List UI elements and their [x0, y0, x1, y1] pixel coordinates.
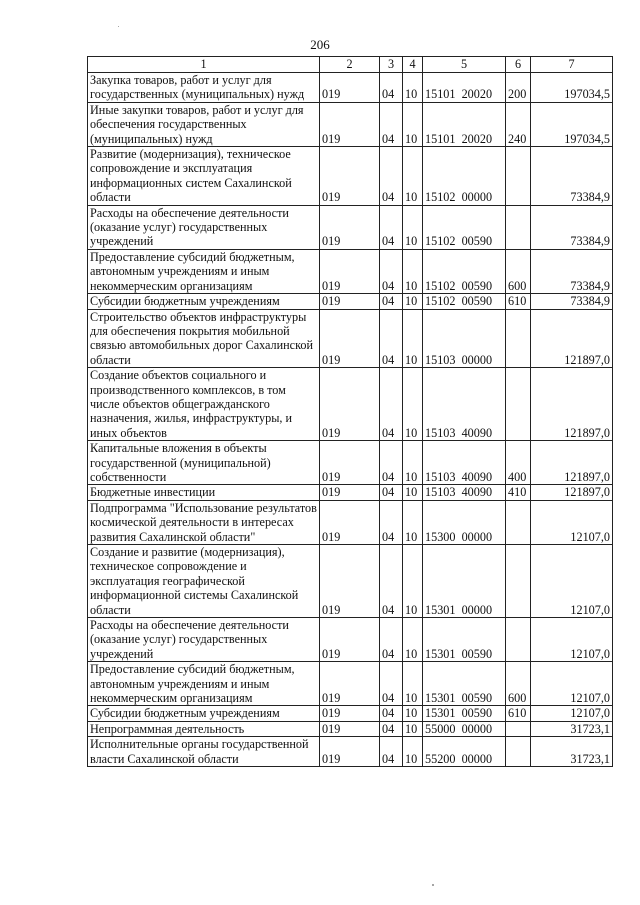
section-cell: 04	[380, 147, 403, 206]
expense-type-cell	[506, 147, 531, 206]
section-cell: 04	[380, 706, 403, 721]
ved-code-cell: 019	[320, 441, 380, 485]
row-name-cell: Бюджетные инвестиции	[88, 485, 320, 500]
section-cell: 04	[380, 102, 403, 146]
expense-type-cell: 410	[506, 485, 531, 500]
amount-cell: 12107,0	[531, 500, 613, 544]
expense-type-cell	[506, 545, 531, 618]
subsection-cell: 10	[403, 249, 423, 293]
section-cell: 04	[380, 368, 403, 441]
amount-cell: 73384,9	[531, 249, 613, 293]
table-row	[88, 737, 613, 767]
row-name-cell: Иные закупки товаров, работ и услуг для обеспечения государственных (муниципальных) нужд	[88, 102, 320, 146]
target-article-cell: 15101 20020	[423, 73, 506, 103]
page-number: 206	[310, 37, 330, 52]
table-row	[88, 73, 613, 103]
header-cell: 7	[531, 57, 613, 73]
target-article-cell: 15301 00000	[423, 545, 506, 618]
target-article-cell: 15103 40090	[423, 441, 506, 485]
amount-cell: 121897,0	[531, 309, 613, 368]
table-row	[88, 368, 613, 441]
target-article-cell: 15101 20020	[423, 102, 506, 146]
row-name-cell: Создание и развитие (модернизация), техническое сопровождение и эксплуатация географической информационной системы Сахалинской области	[88, 545, 320, 618]
subsection-cell: 10	[403, 545, 423, 618]
expense-type-cell: 600	[506, 249, 531, 293]
ved-code-cell: 019	[320, 721, 380, 736]
ved-code-cell: 019	[320, 485, 380, 500]
target-article-cell: 55200 00000	[423, 737, 506, 767]
target-article-cell: 15301 00590	[423, 706, 506, 721]
scan-speck	[118, 26, 119, 27]
amount-cell: 12107,0	[531, 545, 613, 618]
header-cell: 2	[320, 57, 380, 73]
subsection-cell: 10	[403, 500, 423, 544]
row-name-cell: Капитальные вложения в объекты государственной (муниципальной) собственности	[88, 441, 320, 485]
target-article-cell: 15102 00000	[423, 147, 506, 206]
table-row	[88, 294, 613, 309]
expense-type-cell	[506, 205, 531, 249]
subsection-cell: 10	[403, 706, 423, 721]
subsection-cell: 10	[403, 721, 423, 736]
row-name-cell: Субсидии бюджетным учреждениям	[88, 294, 320, 309]
ved-code-cell: 019	[320, 500, 380, 544]
amount-cell: 121897,0	[531, 368, 613, 441]
target-article-cell: 15102 00590	[423, 294, 506, 309]
target-article-cell: 15103 40090	[423, 368, 506, 441]
target-article-cell: 15301 00590	[423, 618, 506, 662]
table-row	[88, 662, 613, 706]
row-name-cell: Развитие (модернизация), техническое сопровождение и эксплуатация информационных систем Сахалинской области	[88, 147, 320, 206]
section-cell: 04	[380, 662, 403, 706]
subsection-cell: 10	[403, 485, 423, 500]
ved-code-cell: 019	[320, 73, 380, 103]
subsection-cell: 10	[403, 73, 423, 103]
row-name-cell: Расходы на обеспечение деятельности (оказание услуг) государственных учреждений	[88, 618, 320, 662]
header-row	[88, 57, 613, 73]
subsection-cell: 10	[403, 147, 423, 206]
ved-code-cell: 019	[320, 102, 380, 146]
expense-type-cell: 600	[506, 662, 531, 706]
table-row	[88, 147, 613, 206]
ved-code-cell: 019	[320, 737, 380, 767]
amount-cell: 31723,1	[531, 721, 613, 736]
ved-code-cell: 019	[320, 249, 380, 293]
expense-type-cell: 400	[506, 441, 531, 485]
amount-cell: 73384,9	[531, 205, 613, 249]
section-cell: 04	[380, 485, 403, 500]
subsection-cell: 10	[403, 309, 423, 368]
section-cell: 04	[380, 205, 403, 249]
ved-code-cell: 019	[320, 368, 380, 441]
table-row	[88, 205, 613, 249]
row-name-cell: Создание объектов социального и производственного комплексов, в том числе объектов общегражданского назначения, жилья, инфраструктуры, и иных объектов	[88, 368, 320, 441]
target-article-cell: 15103 40090	[423, 485, 506, 500]
target-article-cell: 15301 00590	[423, 662, 506, 706]
section-cell: 04	[380, 618, 403, 662]
section-cell: 04	[380, 545, 403, 618]
subsection-cell: 10	[403, 441, 423, 485]
expense-type-cell: 200	[506, 73, 531, 103]
ved-code-cell: 019	[320, 545, 380, 618]
amount-cell: 73384,9	[531, 147, 613, 206]
expense-type-cell	[506, 721, 531, 736]
target-article-cell: 15102 00590	[423, 205, 506, 249]
ved-code-cell: 019	[320, 662, 380, 706]
amount-cell: 12107,0	[531, 662, 613, 706]
section-cell: 04	[380, 249, 403, 293]
row-name-cell: Субсидии бюджетным учреждениям	[88, 706, 320, 721]
target-article-cell: 15103 00000	[423, 309, 506, 368]
amount-cell: 31723,1	[531, 737, 613, 767]
subsection-cell: 10	[403, 205, 423, 249]
section-cell: 04	[380, 441, 403, 485]
amount-cell: 197034,5	[531, 73, 613, 103]
subsection-cell: 10	[403, 102, 423, 146]
expense-type-cell: 610	[506, 706, 531, 721]
expense-type-cell: 240	[506, 102, 531, 146]
row-name-cell: Предоставление субсидий бюджетным, автономным учреждениям и иным некоммерческим организациям	[88, 249, 320, 293]
amount-cell: 73384,9	[531, 294, 613, 309]
table-row	[88, 309, 613, 368]
amount-cell: 12107,0	[531, 618, 613, 662]
row-name-cell: Строительство объектов инфраструктуры для обеспечения покрытия мобильной связью автомобильных дорог Сахалинской области	[88, 309, 320, 368]
expense-type-cell	[506, 500, 531, 544]
table-row	[88, 500, 613, 544]
scan-speck	[432, 884, 434, 886]
row-name-cell: Исполнительные органы государственной власти Сахалинской области	[88, 737, 320, 767]
target-article-cell: 15300 00000	[423, 500, 506, 544]
row-name-cell: Расходы на обеспечение деятельности (оказание услуг) государственных учреждений	[88, 205, 320, 249]
header-cell: 5	[423, 57, 506, 73]
table-row	[88, 249, 613, 293]
subsection-cell: 10	[403, 368, 423, 441]
table-row	[88, 441, 613, 485]
target-article-cell: 55000 00000	[423, 721, 506, 736]
ved-code-cell: 019	[320, 618, 380, 662]
expense-type-cell	[506, 368, 531, 441]
table-row	[88, 618, 613, 662]
subsection-cell: 10	[403, 662, 423, 706]
target-article-cell: 15102 00590	[423, 249, 506, 293]
section-cell: 04	[380, 737, 403, 767]
amount-cell: 197034,5	[531, 102, 613, 146]
expense-type-cell	[506, 618, 531, 662]
section-cell: 04	[380, 294, 403, 309]
ved-code-cell: 019	[320, 294, 380, 309]
table-row	[88, 485, 613, 500]
table-row	[88, 721, 613, 736]
section-cell: 04	[380, 721, 403, 736]
header-cell: 1	[88, 57, 320, 73]
header-cell: 6	[506, 57, 531, 73]
row-name-cell: Непрограммная деятельность	[88, 721, 320, 736]
ved-code-cell: 019	[320, 309, 380, 368]
header-cell: 3	[380, 57, 403, 73]
header-cell: 4	[403, 57, 423, 73]
budget-table	[87, 56, 613, 767]
section-cell: 04	[380, 500, 403, 544]
section-cell: 04	[380, 309, 403, 368]
amount-cell: 121897,0	[531, 485, 613, 500]
ved-code-cell: 019	[320, 706, 380, 721]
ved-code-cell: 019	[320, 205, 380, 249]
row-name-cell: Закупка товаров, работ и услуг для государственных (муниципальных) нужд	[88, 73, 320, 103]
table-row	[88, 706, 613, 721]
subsection-cell: 10	[403, 618, 423, 662]
row-name-cell: Подпрограмма "Использование результатов космической деятельности в интересах развития Сахалинской области"	[88, 500, 320, 544]
expense-type-cell	[506, 737, 531, 767]
table-row	[88, 102, 613, 146]
ved-code-cell: 019	[320, 147, 380, 206]
row-name-cell: Предоставление субсидий бюджетным, автономным учреждениям и иным некоммерческим организациям	[88, 662, 320, 706]
expense-type-cell	[506, 309, 531, 368]
amount-cell: 121897,0	[531, 441, 613, 485]
table-row	[88, 545, 613, 618]
subsection-cell: 10	[403, 737, 423, 767]
expense-type-cell: 610	[506, 294, 531, 309]
amount-cell: 12107,0	[531, 706, 613, 721]
section-cell: 04	[380, 73, 403, 103]
subsection-cell: 10	[403, 294, 423, 309]
